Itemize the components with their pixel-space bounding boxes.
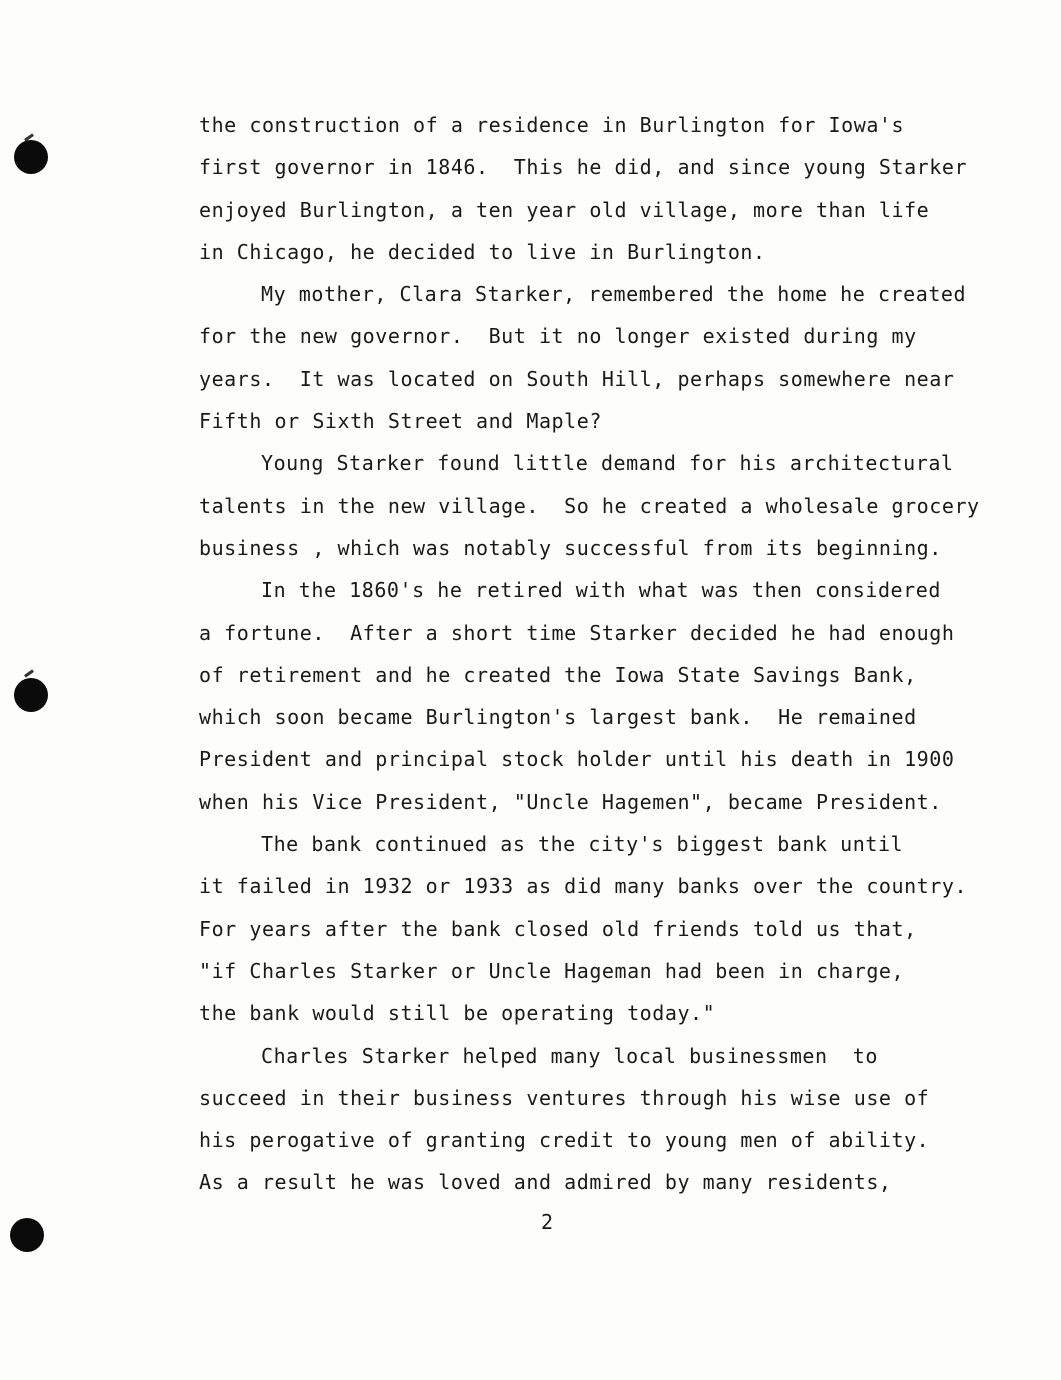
text-line: for the new governor. But it no longer existed during my	[199, 324, 917, 349]
text-line: in Chicago, he decided to live in Burlington.	[199, 239, 766, 264]
text-line: enjoyed Burlington, a ten year old village, more than life	[199, 197, 930, 222]
text-line: Young Starker found little demand for his architectural	[261, 451, 954, 476]
text-line: Charles Starker helped many local businessmen to	[261, 1043, 878, 1068]
text-line: of retirement and he created the Iowa State Savings Bank,	[199, 662, 917, 687]
text-line: first governor in 1846. This he did, and since young Starker	[199, 155, 968, 180]
text-line: For years after the bank closed old friends told us that,	[199, 916, 917, 941]
punch-hole-tick-icon	[24, 669, 34, 677]
text-line: business , which was notably successful from its beginning.	[199, 535, 942, 560]
text-line: years. It was located on South Hill, perhaps somewhere near	[199, 366, 955, 391]
punch-hole-icon	[14, 140, 48, 174]
text-line: Fifth or Sixth Street and Maple?	[199, 409, 602, 434]
punch-hole-icon	[10, 1218, 44, 1252]
text-line: talents in the new village. So he created a wholesale grocery	[199, 493, 980, 518]
text-line: "if Charles Starker or Uncle Hageman had been in charge,	[199, 958, 905, 983]
text-line: President and principal stock holder until his death in 1900	[199, 747, 955, 772]
text-line: when his Vice President, "Uncle Hagemen", became President.	[199, 789, 942, 814]
text-line: The bank continued as the city's biggest bank until	[261, 832, 904, 857]
page-number: 2	[541, 1210, 554, 1234]
typed-text-body	[199, 104, 1029, 1204]
text-line: As a result he was loved and admired by many residents,	[199, 1170, 892, 1195]
text-line: the bank would still be operating today."	[199, 1001, 716, 1026]
text-line: In the 1860's he retired with what was then considered	[261, 578, 941, 603]
text-line: My mother, Clara Starker, remembered the home he created	[261, 282, 967, 307]
text-line: it failed in 1932 or 1933 as did many banks over the country.	[199, 874, 968, 899]
text-line: the construction of a residence in Burlington for Iowa's	[199, 113, 905, 137]
text-line: a fortune. After a short time Starker decided he had enough	[199, 620, 955, 645]
text-line: which soon became Burlington's largest bank. He remained	[199, 705, 917, 730]
text-line: succeed in their business ventures through his wise use of	[199, 1085, 930, 1110]
punch-hole-icon	[14, 678, 48, 712]
text-line: his perogative of granting credit to young men of ability.	[199, 1128, 930, 1153]
